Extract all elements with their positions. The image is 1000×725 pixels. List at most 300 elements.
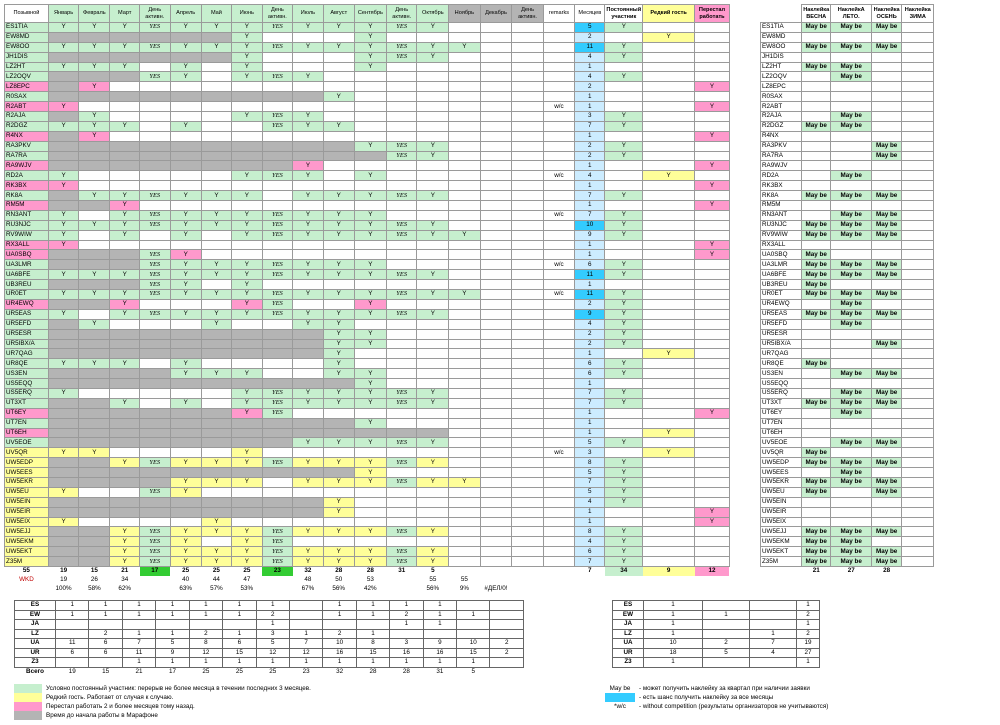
prefix-count-cell: 1 xyxy=(223,601,256,611)
callsign-copy-cell: ES1TIA xyxy=(760,23,801,33)
callsign-cell: UR5ESR xyxy=(5,329,49,339)
rare-cell xyxy=(643,487,695,497)
month-cell xyxy=(480,379,512,389)
month-cell xyxy=(48,260,79,270)
wkd-cell: 55 xyxy=(460,576,468,584)
month-cell xyxy=(170,181,201,191)
constant-cell: Y xyxy=(605,369,643,379)
sticker-autumn-cell: May be xyxy=(872,230,902,240)
callsign-copy-cell: R0SAX xyxy=(760,92,801,102)
month-cell: Y xyxy=(449,42,480,52)
stopped-cell xyxy=(695,309,730,319)
month-cell xyxy=(201,131,231,141)
month-cell xyxy=(323,112,354,122)
remarks-cell xyxy=(543,141,575,151)
prefix-label: ES xyxy=(15,601,56,611)
total-months: 7 xyxy=(588,567,592,575)
callsign-cell: RA3PKV xyxy=(5,141,49,151)
sticker-autumn-cell xyxy=(872,112,902,122)
activity-day-cell xyxy=(140,141,170,151)
month-cell xyxy=(417,329,449,339)
prefix-count-cell xyxy=(56,629,89,639)
sticker-winter-cell xyxy=(902,458,934,468)
activity-day-cell xyxy=(262,32,292,42)
constant-cell: Y xyxy=(605,52,643,62)
month-cell: Y xyxy=(293,161,324,171)
month-cell xyxy=(48,191,79,201)
month-cell xyxy=(79,349,110,359)
months-count-cell: 1 xyxy=(575,517,605,527)
rare-cell xyxy=(643,388,695,398)
activity-day-cell: YES xyxy=(140,309,170,319)
sticker-autumn-cell xyxy=(872,349,902,359)
month-cell xyxy=(79,487,110,497)
sticker-winter-cell xyxy=(902,359,934,369)
month-cell: Y xyxy=(110,201,140,211)
month-cell xyxy=(48,428,79,438)
sticker-autumn-cell: May be xyxy=(872,547,902,557)
month-cell xyxy=(417,448,449,458)
month-cell: Y xyxy=(110,220,140,230)
month-cell xyxy=(480,527,512,537)
month-cell xyxy=(293,468,324,478)
month-cell xyxy=(110,280,140,290)
wkd-row xyxy=(5,576,1000,585)
months-count-cell: 6 xyxy=(575,547,605,557)
month-cell: Y xyxy=(79,270,110,280)
prefix-count-cell: 9 xyxy=(156,648,189,658)
sticker-winter-cell xyxy=(902,32,934,42)
table-row xyxy=(5,497,1000,507)
month-cell: Y xyxy=(170,260,201,270)
month-cell xyxy=(48,458,79,468)
remarks-cell xyxy=(543,62,575,72)
prefix-count-cell: 28 xyxy=(369,667,377,675)
sticker-spring-cell xyxy=(802,52,831,62)
month-cell: Y xyxy=(354,62,386,72)
month-cell xyxy=(110,141,140,151)
remarks-cell xyxy=(543,181,575,191)
remarks-cell xyxy=(543,517,575,527)
sticker-autumn-cell: May be xyxy=(872,369,902,379)
month-cell xyxy=(480,408,512,418)
stopped-cell xyxy=(695,557,730,567)
month-cell xyxy=(480,181,512,191)
table-row xyxy=(5,280,1000,290)
months-count-cell: 1 xyxy=(575,280,605,290)
month-cell: Y xyxy=(48,181,79,191)
month-cell xyxy=(79,210,110,220)
wkd-cell: 48 xyxy=(304,576,312,584)
remarks-cell xyxy=(543,477,575,487)
constant-cell: Y xyxy=(605,112,643,122)
prefix-row xyxy=(15,620,524,630)
remarks-cell xyxy=(543,112,575,122)
month-cell xyxy=(480,339,512,349)
prefix-count-cell: 21 xyxy=(135,667,143,675)
activity-day-cell: YES xyxy=(386,438,416,448)
month-cell xyxy=(293,240,324,250)
table-row xyxy=(5,477,1000,487)
stopped-cell xyxy=(695,32,730,42)
month-cell xyxy=(232,359,263,369)
month-cell xyxy=(170,329,201,339)
prefix-count-cell: 5 xyxy=(256,639,289,649)
prefix-count-cell: 1 xyxy=(189,610,222,620)
prefix-status-cell: 18 xyxy=(644,648,703,658)
activity-day-cell xyxy=(386,62,416,72)
month-cell: Y xyxy=(449,290,480,300)
month-cell xyxy=(170,141,201,151)
table-row xyxy=(5,250,1000,260)
callsign-cell: RK3BX xyxy=(5,181,49,191)
months-count-cell: 11 xyxy=(575,270,605,280)
stopped-cell xyxy=(695,458,730,468)
month-cell xyxy=(449,92,480,102)
month-cell xyxy=(417,181,449,191)
sticker-autumn-cell xyxy=(872,299,902,309)
prefix-count-cell: 1 xyxy=(457,610,490,620)
pct-blank xyxy=(5,585,49,594)
month-cell: Y xyxy=(417,290,449,300)
months-count-cell: 6 xyxy=(575,359,605,369)
month-cell: Y xyxy=(293,171,324,181)
month-cell xyxy=(480,171,512,181)
callsign-copy-cell: UW5EDP xyxy=(760,458,801,468)
sticker-autumn-cell: May be xyxy=(872,339,902,349)
activity-day-cell xyxy=(262,82,292,92)
stopped-cell xyxy=(695,280,730,290)
stopped-cell xyxy=(695,62,730,72)
month-cell xyxy=(110,438,140,448)
prefix-count-cell: 10 xyxy=(323,639,356,649)
table-row xyxy=(5,161,1000,171)
activity-day-cell xyxy=(386,418,416,428)
sticker-autumn-cell xyxy=(872,448,902,458)
callsign-cell: RX3ALL xyxy=(5,240,49,250)
constant-cell xyxy=(605,92,643,102)
sticker-autumn-cell xyxy=(872,497,902,507)
activity-day-cell xyxy=(512,537,543,547)
prefix-label: Z3 xyxy=(613,658,644,668)
sticker-autumn-cell xyxy=(872,181,902,191)
activity-day-cell xyxy=(262,319,292,329)
month-cell: Y xyxy=(293,290,324,300)
months-count-cell: 1 xyxy=(575,250,605,260)
month-cell xyxy=(480,240,512,250)
activity-day-cell xyxy=(140,359,170,369)
percent-row xyxy=(5,585,1000,594)
rare-cell xyxy=(643,112,695,122)
month-cell xyxy=(79,369,110,379)
prefix-count-cell: 1 xyxy=(356,629,389,639)
month-cell: Y xyxy=(354,468,386,478)
month-cell xyxy=(449,329,480,339)
activity-day-cell: YES xyxy=(140,72,170,82)
constant-cell: Y xyxy=(605,388,643,398)
stopped-cell xyxy=(695,468,730,478)
month-cell: Y xyxy=(110,398,140,408)
month-cell: Y xyxy=(354,299,386,309)
activity-day-cell xyxy=(140,517,170,527)
total-cell: 15 xyxy=(90,567,98,575)
month-cell: Y xyxy=(201,210,231,220)
prefix-count-cell xyxy=(490,629,524,639)
month-cell: Y xyxy=(417,388,449,398)
month-cell xyxy=(480,329,512,339)
callsign-copy-cell: LZ8EPC xyxy=(760,82,801,92)
month-cell xyxy=(170,497,201,507)
sticker-spring-cell xyxy=(802,161,831,171)
activity-day-cell: YES xyxy=(140,220,170,230)
sticker-winter-cell xyxy=(902,42,934,52)
month-cell xyxy=(201,339,231,349)
activity-day-cell xyxy=(512,438,543,448)
month-cell: Y xyxy=(48,359,79,369)
month-cell xyxy=(449,250,480,260)
rare-cell xyxy=(643,191,695,201)
month-cell xyxy=(354,319,386,329)
month-cell xyxy=(480,42,512,52)
callsign-cell: UA0SBQ xyxy=(5,250,49,260)
sticker-spring-cell xyxy=(802,507,831,517)
month-cell: Y xyxy=(354,220,386,230)
month-cell xyxy=(293,359,324,369)
month-cell: Y xyxy=(201,477,231,487)
month-cell: Y xyxy=(417,547,449,557)
activity-day-cell xyxy=(386,171,416,181)
month-cell xyxy=(79,260,110,270)
prefix-count-cell xyxy=(423,629,456,639)
month-cell: Y xyxy=(170,547,201,557)
sticker-winter-cell xyxy=(902,290,934,300)
month-cell: Y xyxy=(110,527,140,537)
prefix-status-cell: 1 xyxy=(644,620,703,630)
table-row xyxy=(5,517,1000,527)
months-count-cell: 2 xyxy=(575,82,605,92)
sticker-winter-cell xyxy=(902,121,934,131)
legend-swatch: May be xyxy=(605,684,635,693)
month-cell xyxy=(293,299,324,309)
remarks-cell xyxy=(543,487,575,497)
months-count-cell: 11 xyxy=(575,290,605,300)
prefix-count-cell xyxy=(457,629,490,639)
activity-day-cell xyxy=(386,250,416,260)
month-cell xyxy=(480,458,512,468)
callsign-cell: UR8QE xyxy=(5,359,49,369)
activity-day-cell: YES xyxy=(140,557,170,567)
month-cell: Y xyxy=(354,23,386,33)
month-cell xyxy=(480,220,512,230)
prefix-status-cell: 1 xyxy=(703,610,750,620)
prefix-count-cell: 1 xyxy=(223,658,256,668)
sticker-winter-cell xyxy=(902,151,934,161)
month-cell: Y xyxy=(323,260,354,270)
months-count-cell: 4 xyxy=(575,171,605,181)
percent-cell xyxy=(262,585,292,594)
activity-day-cell xyxy=(512,201,543,211)
sticker-summer-cell xyxy=(831,329,872,339)
prefix-status-cell xyxy=(703,620,750,630)
legend-swatch xyxy=(14,702,42,711)
rare-cell xyxy=(643,62,695,72)
month-cell xyxy=(110,418,140,428)
remarks-cell xyxy=(543,42,575,52)
callsign-copy-cell: UT7EN xyxy=(760,418,801,428)
month-cell: Y xyxy=(293,121,324,131)
total-autumn: 28 xyxy=(883,567,891,575)
activity-day-cell xyxy=(512,290,543,300)
wkd-cell: 26 xyxy=(90,576,98,584)
month-cell: Y xyxy=(201,369,231,379)
activity-day-cell xyxy=(512,408,543,418)
month-cell: Y xyxy=(323,210,354,220)
prefix-count-cell xyxy=(356,620,389,630)
activity-day-cell xyxy=(140,240,170,250)
month-cell xyxy=(201,428,231,438)
sticker-spring-cell xyxy=(802,428,831,438)
prefix-count-cell: 1 xyxy=(390,658,423,668)
activity-day-cell xyxy=(386,408,416,418)
month-cell xyxy=(201,468,231,478)
legend-right xyxy=(605,684,832,711)
month-cell xyxy=(293,250,324,260)
month-cell xyxy=(79,280,110,290)
month-cell xyxy=(201,121,231,131)
stopped-cell: Y xyxy=(695,131,730,141)
months-count-cell: 4 xyxy=(575,319,605,329)
stopped-cell xyxy=(695,329,730,339)
sticker-spring-cell: May be xyxy=(802,290,831,300)
table-row xyxy=(5,299,1000,309)
table-row xyxy=(5,201,1000,211)
constant-cell xyxy=(605,82,643,92)
month-cell xyxy=(449,191,480,201)
sticker-winter-header: Наклейка ЗИМА xyxy=(902,5,934,23)
constant-cell: Y xyxy=(605,299,643,309)
month-header: Декабрь xyxy=(480,5,512,23)
prefix-label: UR xyxy=(613,648,644,658)
month-cell: Y xyxy=(201,527,231,537)
sticker-spring-cell xyxy=(802,210,831,220)
activity-day-cell xyxy=(386,131,416,141)
month-cell xyxy=(293,428,324,438)
month-cell: Y xyxy=(354,270,386,280)
sticker-winter-cell xyxy=(902,428,934,438)
prefix-count-cell: 28 xyxy=(402,667,410,675)
month-cell xyxy=(201,92,231,102)
months-count-cell: 2 xyxy=(575,299,605,309)
sticker-winter-cell xyxy=(902,23,934,33)
months-count-cell: 5 xyxy=(575,468,605,478)
activity-day-cell: YES xyxy=(386,151,416,161)
rare-cell xyxy=(643,82,695,92)
table-row xyxy=(5,141,1000,151)
remarks-cell xyxy=(543,201,575,211)
prefix-count-cell: 25 xyxy=(202,667,210,675)
callsign-cell: R2AJA xyxy=(5,112,49,122)
remarks-cell xyxy=(543,82,575,92)
sticker-spring-cell: May be xyxy=(802,527,831,537)
month-cell: Y xyxy=(323,230,354,240)
month-cell: Y xyxy=(110,537,140,547)
prefix-count-cell: 17 xyxy=(168,667,176,675)
sticker-spring-cell xyxy=(802,388,831,398)
activity-day-cell xyxy=(262,141,292,151)
month-cell xyxy=(417,112,449,122)
sticker-autumn-cell xyxy=(872,240,902,250)
activity-day-cell: YES xyxy=(262,309,292,319)
sticker-autumn-cell xyxy=(872,32,902,42)
callsign-cell: LZ8EPC xyxy=(5,82,49,92)
month-cell xyxy=(323,448,354,458)
remarks-cell xyxy=(543,121,575,131)
month-cell: Y xyxy=(110,557,140,567)
total-stopped: 12 xyxy=(695,566,730,575)
month-cell: Y xyxy=(201,547,231,557)
month-cell xyxy=(201,151,231,161)
month-cell xyxy=(293,537,324,547)
month-cell: Y xyxy=(170,42,201,52)
activity-day-cell xyxy=(512,210,543,220)
sticker-spring-cell xyxy=(802,82,831,92)
table-row xyxy=(5,112,1000,122)
prefix-count-cell: 6 xyxy=(89,639,122,649)
prefix-count-cell: 1 xyxy=(122,658,155,668)
rare-cell xyxy=(643,319,695,329)
prefix-status-cell xyxy=(750,601,797,611)
month-cell xyxy=(110,477,140,487)
month-cell xyxy=(417,210,449,220)
months-count-cell: 1 xyxy=(575,379,605,389)
prefix-count-cell: 1 xyxy=(89,610,122,620)
month-cell xyxy=(480,62,512,72)
legend-text: Перестал работать 2 и более месяцев тому назад. xyxy=(46,702,195,710)
sticker-winter-cell xyxy=(902,72,934,82)
remarks-cell xyxy=(543,240,575,250)
remarks-cell xyxy=(543,131,575,141)
month-cell xyxy=(79,527,110,537)
stopped-cell xyxy=(695,537,730,547)
sticker-winter-cell xyxy=(902,507,934,517)
month-cell xyxy=(201,418,231,428)
month-cell: Y xyxy=(417,557,449,567)
month-cell xyxy=(79,339,110,349)
sticker-winter-cell xyxy=(902,112,934,122)
month-header: Сентябрь xyxy=(354,5,386,23)
month-cell: Y xyxy=(170,62,201,72)
remarks-cell xyxy=(543,280,575,290)
constant-cell xyxy=(605,62,643,72)
prefix-count-cell: 1 xyxy=(89,601,122,611)
month-cell: Y xyxy=(293,309,324,319)
month-cell: Y xyxy=(417,230,449,240)
callsign-copy-cell: UR5IBX/A xyxy=(760,339,801,349)
sticker-summer-cell xyxy=(831,418,872,428)
months-count-cell: 10 xyxy=(575,220,605,230)
wkd-cell: 34 xyxy=(121,576,129,584)
month-cell: Y xyxy=(110,299,140,309)
marathon-table xyxy=(4,4,1000,594)
sticker-summer-cell xyxy=(831,240,872,250)
month-cell: Y xyxy=(170,557,201,567)
month-cell xyxy=(201,171,231,181)
months-count-cell: 4 xyxy=(575,537,605,547)
month-cell xyxy=(480,497,512,507)
table-row xyxy=(5,290,1000,300)
month-cell xyxy=(48,299,79,309)
stopped-cell xyxy=(695,121,730,131)
